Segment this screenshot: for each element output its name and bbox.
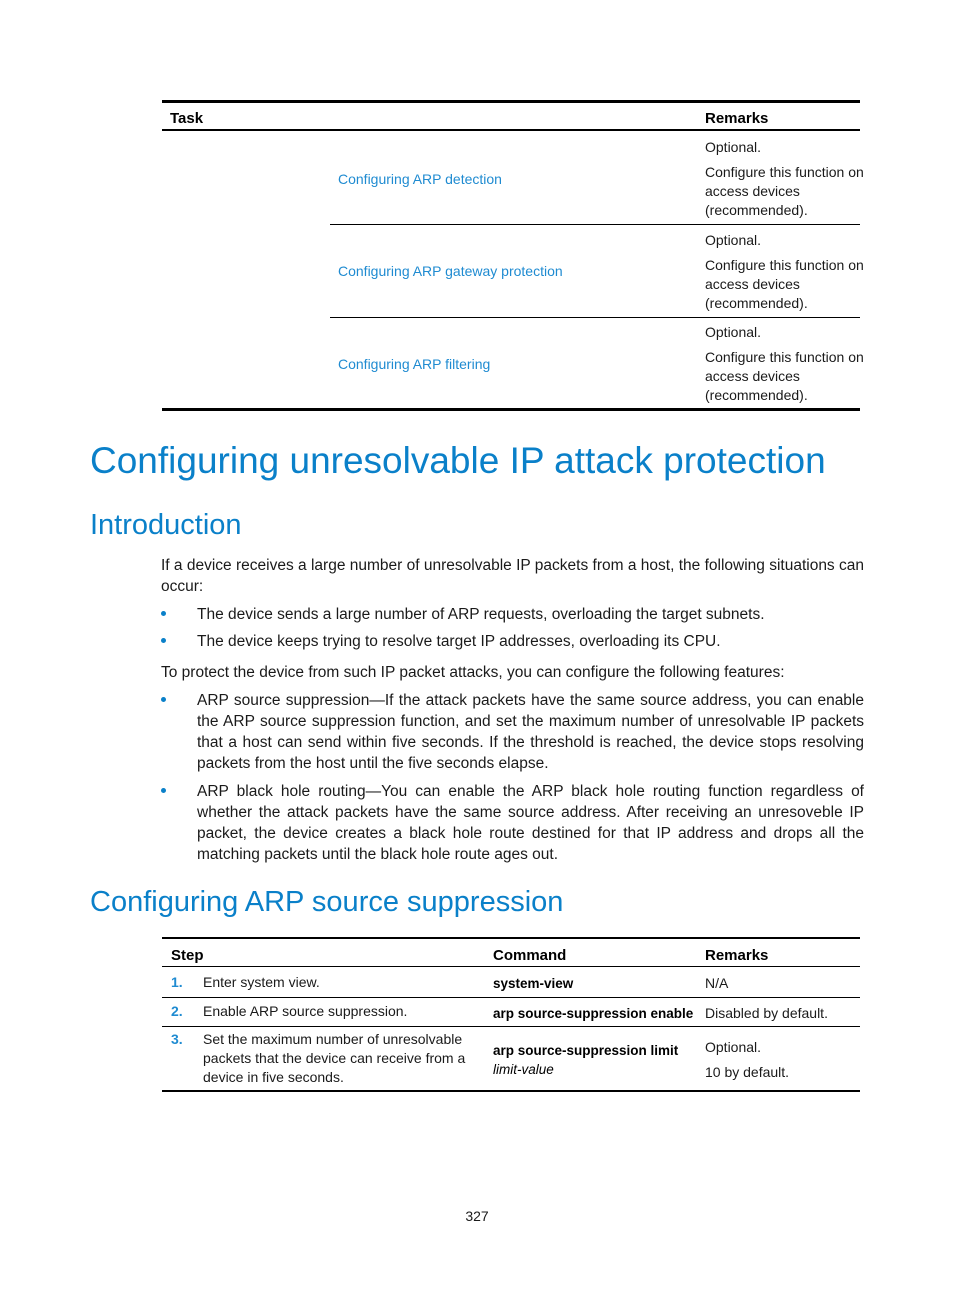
table-top-rule xyxy=(162,937,860,939)
page-title: Configuring unresolvable IP attack protection xyxy=(90,440,826,481)
link-configuring-arp-gateway-protection[interactable]: Configuring ARP gateway protection xyxy=(338,263,563,279)
link-configuring-arp-filtering[interactable]: Configuring ARP filtering xyxy=(338,356,491,372)
row-divider xyxy=(162,1026,860,1027)
command-keyword: arp source-suppression enable xyxy=(493,1006,694,1021)
bullet-icon xyxy=(161,611,166,616)
features-paragraph: To protect the device from such IP packet attacks, you can configure the following features: xyxy=(161,664,785,681)
step-description: Enable ARP source suppression. xyxy=(203,1003,408,1019)
row-divider xyxy=(330,317,860,318)
command-argument: limit-value xyxy=(493,1062,554,1077)
step-number: 1. xyxy=(171,974,183,990)
row-divider xyxy=(330,224,860,225)
step-number: 3. xyxy=(171,1031,183,1047)
remarks-cell xyxy=(705,323,865,405)
section-heading-arp-source-suppression: Configuring ARP source suppression xyxy=(90,886,564,918)
remarks-text: 10 by default. xyxy=(705,1064,790,1080)
header-rule xyxy=(162,966,860,967)
header-step: Step xyxy=(171,947,204,964)
step-number: 2. xyxy=(171,1003,183,1019)
command-cell xyxy=(493,1004,693,1023)
remarks-optional: Optional. xyxy=(705,1039,762,1055)
table-bottom-rule xyxy=(162,1090,860,1092)
list-item-text: The device sends a large number of ARP requests, overloading the target subnets. xyxy=(197,606,765,623)
bullet-icon xyxy=(161,788,166,793)
list-item-text: ARP source suppression—If the attack packets have the same source address, you can enable the ARP source suppression function, and set the maximum number of unresolvable IP packets that a host can send within five seconds. If the threshold is reached, the device stops resolving packets from the host until the five seconds elapse. xyxy=(197,692,864,772)
step-description: Enter system view. xyxy=(203,974,320,990)
remarks-optional: Optional. xyxy=(705,232,762,248)
link-configuring-arp-detection[interactable]: Configuring ARP detection xyxy=(338,171,502,187)
list-item-text: ARP black hole routing—You can enable the ARP black hole routing function regardless of whether the attack packets have the same source address. After receiving an unresoveble IP packet, the device creates a black hole route destined for that IP address and drops all the matching packets until the black hole route ages out. xyxy=(197,783,864,863)
command-keyword: arp source-suppression limit xyxy=(493,1043,679,1058)
table-top-rule xyxy=(162,100,860,103)
remarks-text: Disabled by default. xyxy=(705,1005,828,1021)
remarks-cell xyxy=(705,231,865,313)
remarks-optional: Optional. xyxy=(705,139,762,155)
remarks-text: N/A xyxy=(705,975,729,991)
table-bottom-rule xyxy=(162,408,860,411)
bullet-icon xyxy=(161,697,166,702)
section-heading-introduction: Introduction xyxy=(90,509,242,541)
row-divider xyxy=(162,997,860,998)
step-description: Set the maximum number of unresolvable packets that the device can receive from a device in five seconds. xyxy=(203,1031,466,1085)
page-number: 327 xyxy=(465,1208,489,1224)
bullet-icon xyxy=(161,638,166,643)
header-command: Command xyxy=(493,947,567,964)
header-remarks: Remarks xyxy=(705,947,769,964)
header-rule xyxy=(162,129,860,131)
remarks-text: Configure this function on access devices (recommended). xyxy=(705,164,864,218)
list-item-text: The device keeps trying to resolve target IP addresses, overloading its CPU. xyxy=(197,633,721,650)
remarks-text: Configure this function on access devices (recommended). xyxy=(705,257,864,311)
header-task: Task xyxy=(170,110,204,127)
command-cell xyxy=(493,974,573,993)
intro-paragraph: If a device receives a large number of unresolvable IP packets from a host, the following situations can occur: xyxy=(161,557,864,595)
remarks-text: Configure this function on access devices (recommended). xyxy=(705,349,864,403)
remarks-cell xyxy=(705,138,865,220)
command-cell xyxy=(493,1041,693,1079)
command-keyword: system-view xyxy=(493,976,574,991)
header-remarks: Remarks xyxy=(705,110,769,127)
remarks-optional: Optional. xyxy=(705,324,762,340)
